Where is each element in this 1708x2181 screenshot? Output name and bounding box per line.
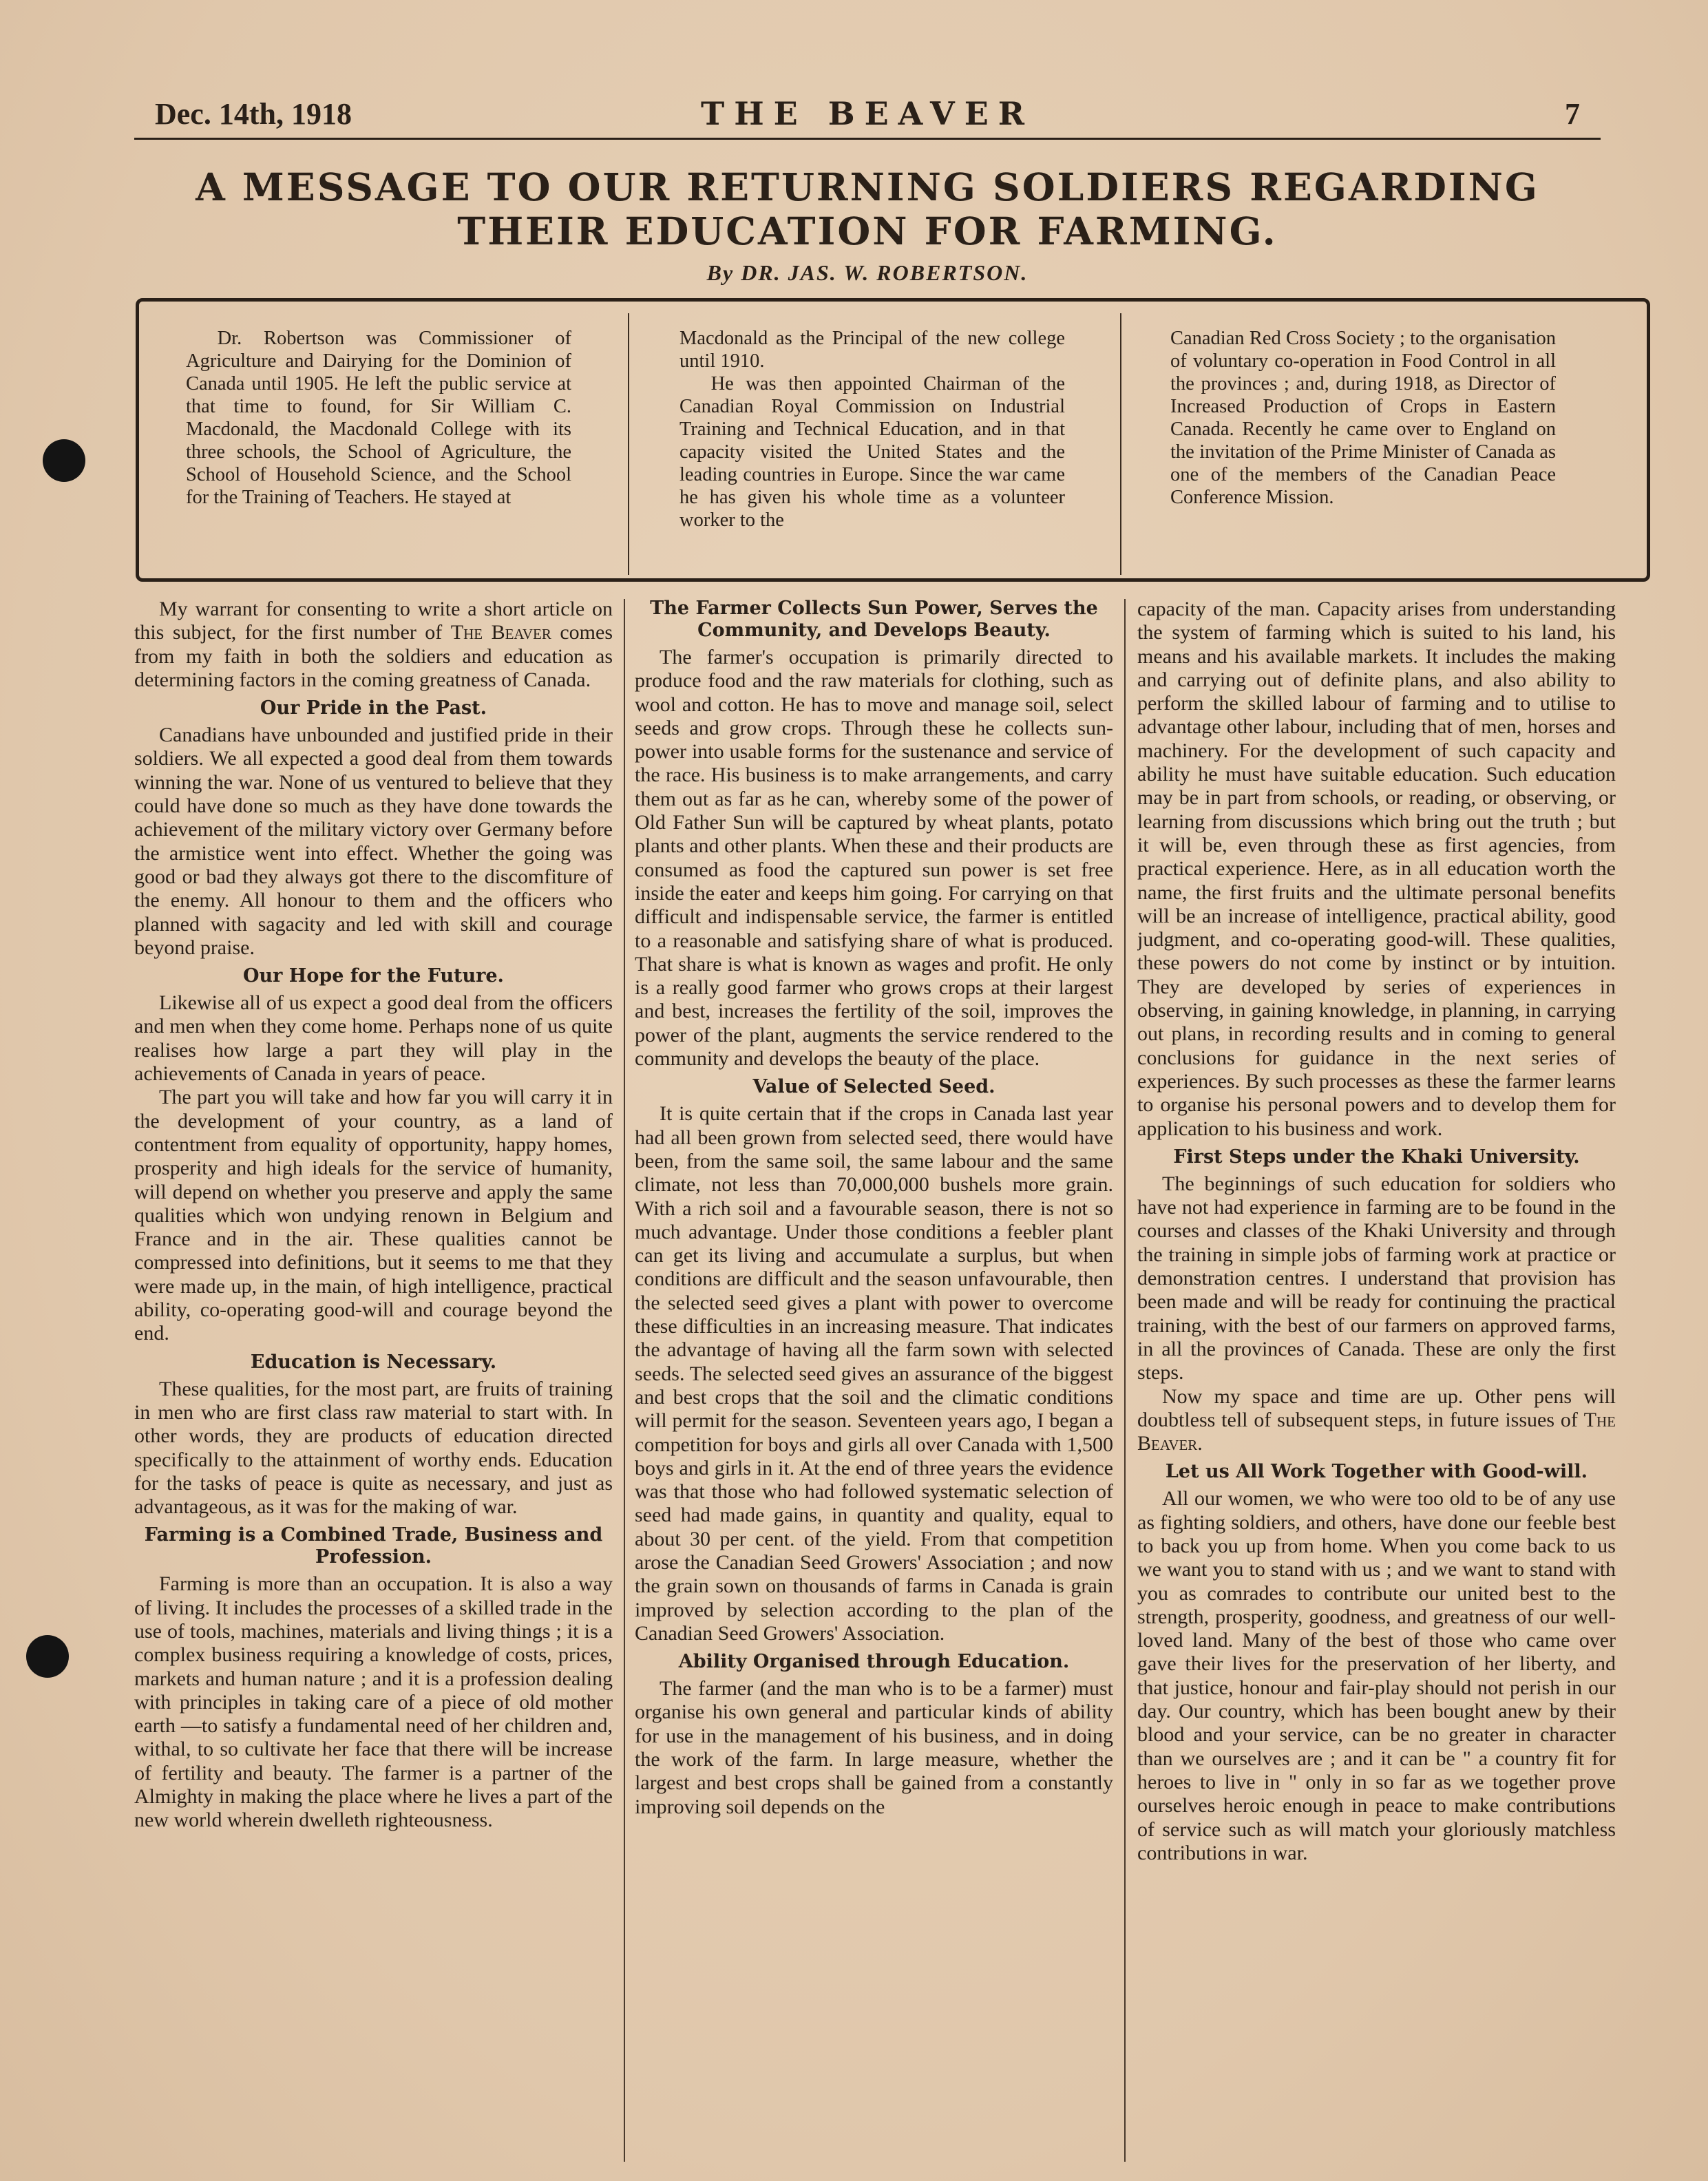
byline: By DR. JAS. W. ROBERTSON.: [706, 260, 1029, 285]
heading-ability: Ability Organised through Education.: [678, 1651, 1070, 1673]
paragraph-education: These qualities, for the most part, are fruits of training in men who are first class raw material to start with. In other words, they are products of education directed specifically to the attainment of worthy ends. Education for the tasks of peace is quite as necessary, and just as advantageous, as it was for the making of war.: [134, 1377, 613, 1519]
heading-sun-power: The Farmer Collects Sun Power, Serves the Community, and Develops Beauty.: [650, 598, 1098, 641]
bio-text-3: Canadian Red Cross Society ; to the organisation of voluntary co-operation in Food Control in all the provinces ; and, during 1918, as Director of Increased Production of Crops in Eastern Canada. Recently he came over to England on the invitation of the Prime Minister of Canada as one of the members of the Canadian Peace Conference Mission.: [1170, 328, 1556, 508]
paragraph-khaki-2: [1137, 1385, 1616, 1456]
column-divider-1: [624, 599, 625, 2162]
intro-beaver: The Beaver: [450, 621, 551, 644]
body-column-2: [635, 598, 1113, 2167]
paragraph-work-together: All our women, we who were too old to be of any use as fighting soldiers, and others, have done our feeble best to back you up from home. When you come back to us we want you to stand with us ; and we want to stand with you as comrades to contribute our united best to the strength, prosperity, goodness, and greatness of our well-loved land. Many of the best of those who came over gave their lives for the preservation of her liberty, and that justice, honour and fair-play should not perish in our day. Our country, which has been bought anew by their blood and your service, can be no greater in character than we ourselves are ; and it can be " a country fit for heroes to live in " only in so far as we together prove ourselves heroic enough in peace to make contributions of service such as will match your gloriously matchless contributions in war.: [1137, 1487, 1616, 1864]
paragraph-farming: Farming is more than an occupation. It is also a way of living. It includes the processes of a skilled trade in the use of tools, machines, materials and living things ; it is a complex business requiring a knowledge of costs, prices, markets and human nature ; and it is a profession dealing with principles in taking care of a piece of old mother earth —to satisfy a fundamental need of her children and, withal, to so cultivate her face that there will be increase of fertility and beauty. The farmer is a partner of the Almighty in making the place where he lives a part of the new world wherein dwelleth righteousness.: [134, 1572, 613, 1832]
paragraph-sun-power: The farmer's occupation is primarily directed to produce food and the raw materials for clothing, such as wool and cotton. He has to move and manage soil, select seeds and grow crops. Through these he collects sun-power into usable forms for the sustenance and service of the race. His business is to make arrangements, and carry them out as far as he can, whereby some of the power of Old Father Sun will be captured by wheat plants, potato plants and other plants. When these and their products are consumed as food the captured sun power is set free inside the eater and keeps him going. For carrying on that difficult and indispensable service, the farmer is entitled to a reasonable and satisfying share of what is produced. That share is what is known as wages and profit. He only is a really good farmer who grows crops at their largest and best, increases the fertility of the soil, improves the power of the plant, augments the service rendered to the community and develops the beauty of the place.: [635, 646, 1113, 1071]
paragraph-ability-b: capacity of the man. Capacity arises from understanding the system of farming which is suited to his land, his means and his available markets. It includes the making and carrying out of definite plans, and also ability to perform the skilled labour of farming and to utilise to advantage other labour, including that of men, horses and machinery. For the development of such capacity and ability he must have suitable education. Such education may be in part from schools, or reading, or observing, or learning from discussions which bring out the truth ; but it will be, even through these as first agencies, from practical experience. Here, as in all education worth the name, the first fruits and the ultimate personal benefits will be an increase of intelligence, practical ability, good judgment, and co-operating good-will. These qualities, these powers do not come by instinct or by intuition. They are developed by series of experiences in observing, in gaining knowledge, in planning, in carrying out plans, in recording results and in coming to general conclusions for guidance in the next series of experiences. By such processes as these the farmer learns to organise his personal powers and to develop them for application to his business and work.: [1137, 598, 1616, 1140]
binder-hole-top: [43, 439, 85, 482]
heading-work-together: Let us All Work Together with Good-will.: [1165, 1461, 1588, 1483]
title-line-2: THEIR EDUCATION FOR FARMING.: [457, 209, 1278, 253]
article-title: [124, 165, 1611, 253]
paragraph-khaki-1: The beginnings of such education for soldiers who have not had experience in farming are to be found in the courses and classes of the Khaki University and through the training in simple jobs of farming work at practice or demonstration centres. I understand that provision has been made and will be ready for continuing the practical training, with the best of our farmers on approved farms, in all the provinces of Canada. These are only the first steps.: [1137, 1172, 1616, 1384]
khaki-2-beaver: The Beaver.: [1137, 1408, 1616, 1455]
body-column-1: [134, 598, 613, 2167]
paragraph-pride: Canadians have unbounded and justified pride in their soldiers. We all expected a good deal from them towards winning the war. None of us ventured to believe that they could have done so much as they have done towards the achievement of the military victory over Germany before the armistice went into effect. Whether the going was good or bad they always got there to the discomfiture of the enemy. All honour to them and the officers who planned with sagacity and led with skill and courage beyond praise.: [134, 724, 613, 959]
paragraph-selected-seed: It is quite certain that if the crops in Canada last year had all been grown from selected seed, there would have been, from the same soil, the same labour and the same climate, not less than 70,000,000 bushels more grain. With a rich soil and a favourable season, there is not so much advantage. Under those conditions a feebler plant can get its living and accumulate a surplus, but when conditions are difficult and the season unfavourable, then the selected seed gives a plant with power to overcome these difficulties in an increasing measure. That indicates the advantage of having all the farm sown with selected seeds. The selected seed gives an assurance of the biggest and best crops that the soil and the climatic conditions will permit for the season. Seventeen years ago, I began a competition for boys and girls all over Canada with 1,500 boys and girls in it. At the end of three years the evidence was that those who had followed systematic selection of seed had made gains, in quantity and quality, equal to about 30 per cent. of the yield. From that competition arose the Canadian Seed Growers' Association ; and now the grain sown on thousands of farms in Canada is grain improved by selection according to the plan of the Canadian Seed Growers' Association.: [635, 1102, 1113, 1645]
bio-text-2b: He was then appointed Chairman of the Canadian Royal Commission on Industrial Training and Technical Education, and in that capacity visited the United States and the leading countries in Europe. Since the war came he has given his whole time as a volunteer worker to the: [679, 373, 1065, 531]
page-header: [134, 96, 1601, 138]
issue-date: Dec. 14th, 1918: [155, 97, 352, 131]
page-number: 7: [1565, 97, 1580, 131]
title-line-1: A MESSAGE TO OUR RETURNING SOLDIERS REGARDING: [196, 165, 1539, 209]
masthead: THE BEAVER: [700, 95, 1035, 132]
bio-divider-2: [1120, 313, 1121, 575]
bio-divider-1: [628, 313, 629, 575]
intro-text-b: comes from my faith in both the soldiers and education as determining factors in the coming greatness of Canada.: [134, 621, 613, 691]
bio-column-3: [1170, 327, 1556, 509]
heading-selected-seed: Value of Selected Seed.: [752, 1076, 995, 1098]
paragraph-hope-1: Likewise all of us expect a good deal from the officers and men when they come home. Perhaps none of us quite realises how large a part they will play in the achievements of Canada in years of peace.: [134, 991, 613, 1086]
intro-text-a: My warrant for consenting to write a short article on this subject, for the first number of: [134, 598, 613, 644]
heading-farming: Farming is a Combined Trade, Business and Profession.: [144, 1524, 603, 1568]
bio-text-1: Dr. Robertson was Commissioner of Agriculture and Dairying for the Dominion of Canada until 1905. He left the public service at that time to found, for Sir William C. Macdonald, the Macdonald College with its three schools, the School of Agriculture, the School of Household Science, and the School for the Training of Teachers. He stayed at: [186, 328, 571, 508]
heading-khaki-university: First Steps under the Khaki University.: [1173, 1146, 1580, 1168]
bio-column-2: [679, 327, 1065, 531]
paragraph-ability-a: The farmer (and the man who is to be a farmer) must organise his own general and particular kinds of ability for use in the management of his business, and in doing the work of the farm. In large measure, whether the largest and best crops shall be gained from a constantly improving soil depends on the: [635, 1677, 1113, 1818]
paragraph-hope-2: The part you will take and how far you will carry it in the development of your country, as a land of contentment from equality of opportunity, happy homes, prosperity and high ideals for the service of humanity, will depend on whether you preserve and apply the same qualities which won undying renown in Belgium and France and in the air. These qualities cannot be compressed into definitions, but it seems to me that they were made up, in the main, of high intelligence, practical ability, co-operating good-will and courage beyond the end.: [134, 1086, 613, 1345]
binder-hole-bottom: [26, 1635, 69, 1678]
bio-text-2a: Macdonald as the Principal of the new college until 1910.: [679, 328, 1065, 372]
khaki-2-text: Now my space and time are up. Other pens will doubtless tell of subsequent steps, in future issues of: [1137, 1384, 1616, 1431]
body-column-3: [1137, 598, 1616, 2167]
column-divider-2: [1124, 599, 1126, 2162]
header-rule: [134, 138, 1601, 140]
heading-education: Education is Necessary.: [250, 1351, 497, 1373]
heading-hope: Our Hope for the Future.: [243, 965, 504, 987]
heading-pride: Our Pride in the Past.: [260, 697, 487, 719]
bio-column-1: [186, 327, 571, 509]
intro-paragraph: [134, 598, 613, 692]
